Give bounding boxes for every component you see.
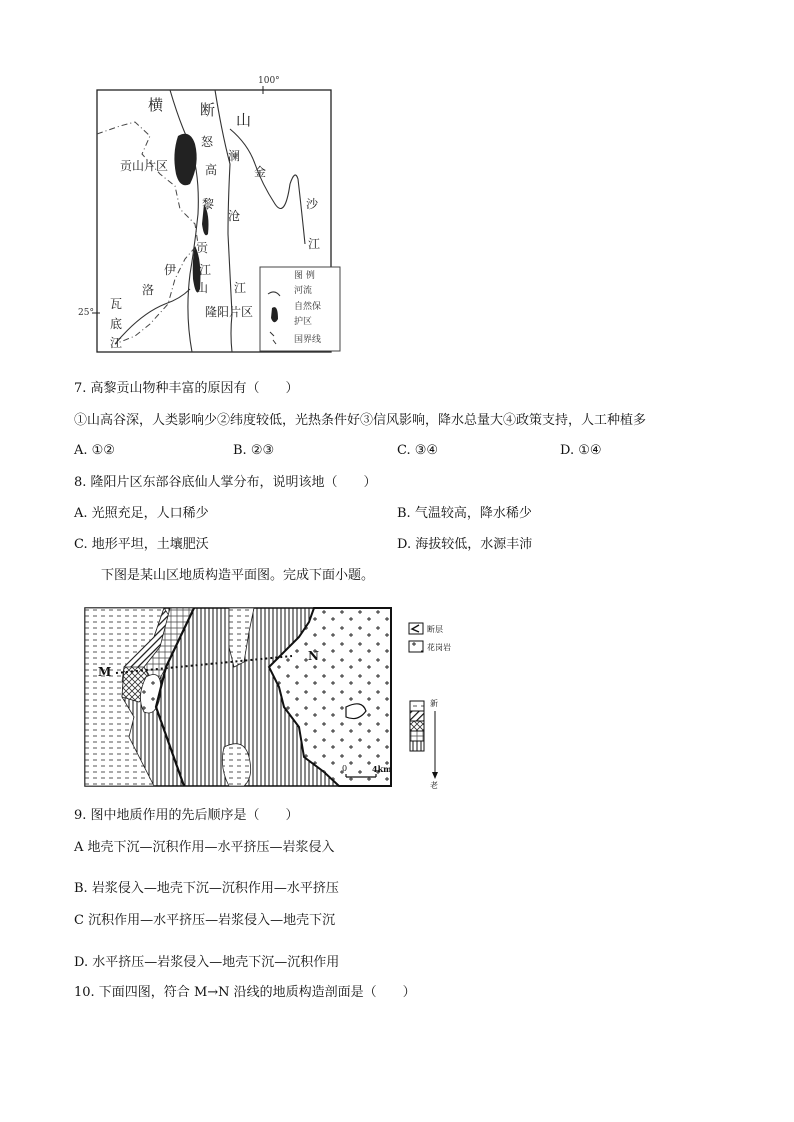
q9-stem: 9. 图中地质作用的先后顺序是（ ） bbox=[74, 808, 299, 823]
label-duan: 断 bbox=[200, 101, 216, 119]
q9-option-b[interactable]: B. 岩浆侵入—地壳下沉—沉积作用—水平挤压 bbox=[74, 881, 339, 896]
legend-strata-4 bbox=[410, 731, 424, 741]
label-gong: 贡 bbox=[196, 241, 209, 255]
label-jiang-jin: 江 bbox=[308, 237, 321, 251]
legend-strata-1 bbox=[410, 701, 424, 711]
q7-option-c[interactable]: C. ③④ bbox=[397, 443, 439, 458]
point-n: N bbox=[308, 649, 319, 663]
label-luo: 洛 bbox=[142, 283, 155, 297]
legend-reserve-1: 自然保 bbox=[294, 302, 322, 312]
lat-label: 25° bbox=[78, 308, 94, 318]
map-gaoligong bbox=[80, 74, 350, 359]
label-li: 黎 bbox=[202, 197, 215, 211]
q8-option-a[interactable]: A. 光照充足，人口稀少 bbox=[74, 506, 209, 521]
label-sha: 沙 bbox=[306, 197, 319, 211]
q8-option-c[interactable]: C. 地形平坦，土壤肥沃 bbox=[74, 537, 209, 552]
legend-fault-box bbox=[409, 623, 423, 634]
q7-statements: ①山高谷深，人类影响少②纬度较低，光热条件好③信风影响，降水总量大④政策支持，人工种植多 bbox=[74, 413, 647, 428]
dash-island-bottom bbox=[222, 744, 250, 786]
legend-new-label: 新 bbox=[430, 699, 438, 708]
map-geology-svg bbox=[84, 607, 464, 792]
legend-granite-box bbox=[409, 641, 423, 652]
q7-option-a[interactable]: A. ①② bbox=[74, 443, 115, 458]
label-gao: 高 bbox=[205, 163, 218, 177]
label-jiang-nu: 江 bbox=[199, 263, 212, 277]
label-lan: 澜 bbox=[228, 149, 241, 163]
q7-option-b[interactable]: B. ②③ bbox=[233, 443, 275, 458]
label-gongshan-area: 贡山片区 bbox=[120, 159, 169, 173]
legend-title: 图 例 bbox=[294, 271, 315, 281]
q9-option-a[interactable]: A 地壳下沉—沉积作用—水平挤压—岩浆侵入 bbox=[74, 840, 335, 855]
map-geology bbox=[84, 607, 464, 792]
label-jin: 金 bbox=[254, 165, 267, 179]
q8-option-b[interactable]: B. 气温较高，降水稀少 bbox=[397, 506, 532, 521]
label-longyang-area: 隆阳片区 bbox=[205, 305, 254, 319]
label-cang: 沧 bbox=[228, 209, 241, 223]
q7-stem: 7. 高黎贡山物种丰富的原因有（ ） bbox=[74, 381, 299, 396]
label-nu: 怒 bbox=[201, 135, 214, 149]
label-shan: 山 bbox=[236, 111, 252, 129]
lon-label: 100° bbox=[258, 76, 280, 86]
label-yi: 伊 bbox=[164, 263, 177, 277]
label-heng: 横 bbox=[148, 96, 164, 114]
q9-option-c[interactable]: C 沉积作用—水平挤压—岩浆侵入—地壳下沉 bbox=[74, 913, 336, 928]
q9-option-d[interactable]: D. 水平挤压—岩浆侵入—地壳下沉—沉积作用 bbox=[74, 955, 340, 970]
q8-option-d[interactable]: D. 海拔较低，水源丰沛 bbox=[397, 537, 533, 552]
label-jiang-lan: 江 bbox=[234, 281, 247, 295]
legend-strata-5 bbox=[410, 741, 424, 751]
label-wa: 瓦 bbox=[110, 297, 123, 311]
label-di: 底 bbox=[110, 317, 123, 331]
q10-stem: 10. 下面四图，符合 M→N 沿线的地质构造剖面是（ ） bbox=[74, 985, 416, 1000]
legend-strata-3 bbox=[410, 721, 424, 731]
q7-option-d[interactable]: D. ①④ bbox=[560, 443, 602, 458]
scale-label: 4km bbox=[372, 764, 392, 774]
legend-reserve-2: 护区 bbox=[294, 317, 313, 327]
label-shan2: 山 bbox=[196, 281, 209, 295]
intro-text: 下图是某山区地质构造平面图。完成下面小题。 bbox=[101, 568, 375, 583]
legend-strata-2 bbox=[410, 711, 424, 721]
point-m: M bbox=[98, 665, 112, 679]
legend-river: 河流 bbox=[294, 286, 313, 296]
legend-border: 国界线 bbox=[294, 335, 322, 345]
legend-granite-label: 花岗岩 bbox=[427, 643, 451, 652]
legend-fault-label: 断层 bbox=[427, 625, 443, 634]
legend-old-label: 老 bbox=[430, 781, 438, 790]
scale-zero: 0 bbox=[342, 764, 348, 773]
label-jiang-yi: 江 bbox=[110, 336, 123, 350]
q8-stem: 8. 隆阳片区东部谷底仙人掌分布，说明该地（ ） bbox=[74, 475, 377, 490]
